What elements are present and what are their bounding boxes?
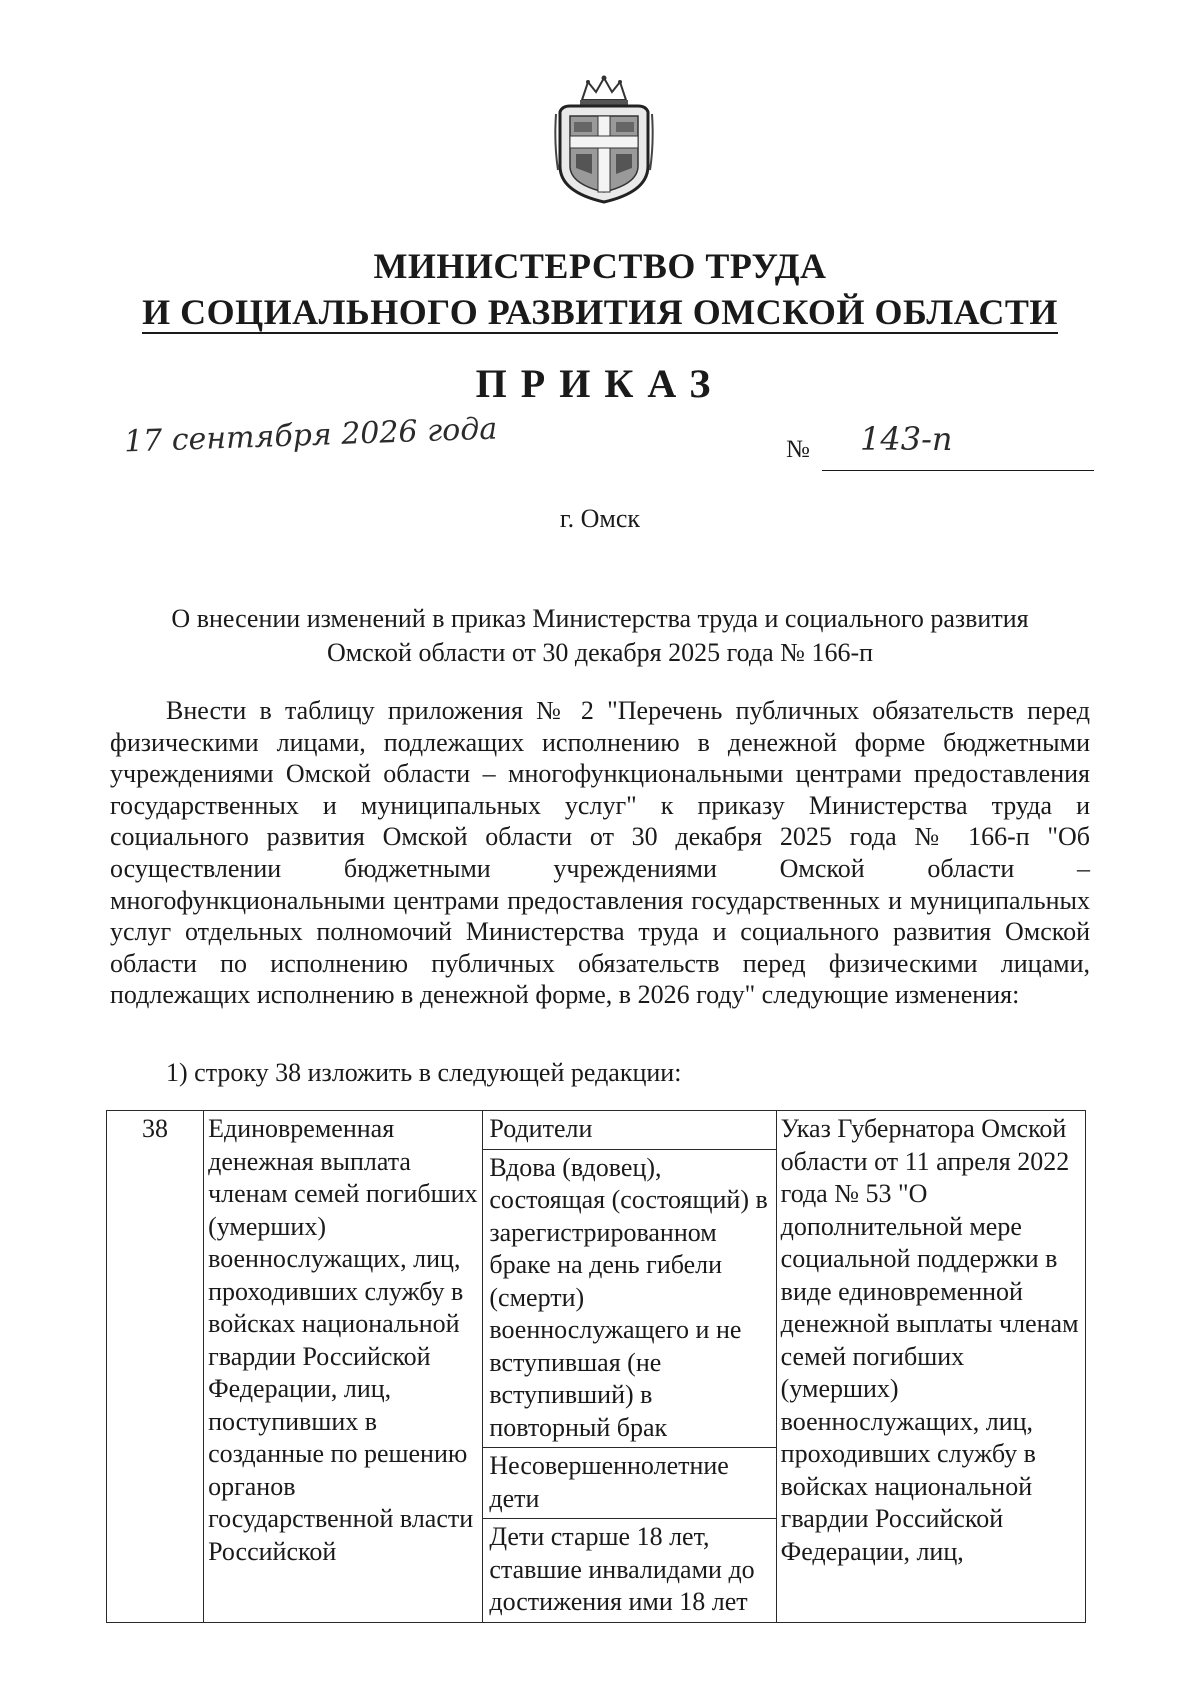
order-subject-line1: О внесении изменений в приказ Министерства труда и социального развития <box>171 604 1029 633</box>
recipient-categories-cell <box>483 1111 776 1623</box>
ministry-name-line2-text: И СОЦИАЛЬНОГО РАЗВИТИЯ ОМСКОЙ ОБЛАСТИ <box>142 292 1058 332</box>
recipient-category: Родители <box>483 1111 775 1150</box>
order-subject <box>100 602 1100 670</box>
document-type-title: ПРИКАЗ <box>475 361 725 406</box>
amendment-item-1: 1) строку 38 изложить в следующей редакции: <box>166 1058 682 1087</box>
table-row <box>107 1111 1086 1623</box>
recipient-category: Дети старше 18 лет, ставшие инвалидами до достижения ими 18 лет <box>489 1522 755 1616</box>
omsk-region-coat-of-arms-icon <box>552 74 656 206</box>
handwritten-order-number: 143-п <box>860 420 953 458</box>
row-number-cell: 38 <box>107 1111 204 1623</box>
recipient-category: Вдова (вдовец), состоящая (состоящий) в зарегистрированном браке на день гибели (смерти) военнослужащего и не вступившая (не вступивший) в повторный брак <box>483 1150 775 1449</box>
ministry-name-line2 <box>100 292 1100 332</box>
order-number-label: № <box>786 436 810 463</box>
amendment-table <box>106 1110 1086 1623</box>
legal-basis-cell: Указ Губернатора Омской области от 11 апреля 2022 года № 53 "О дополнительной мере социальной поддержки в виде единовременной денежной выплаты членам семей погибших (умерших) военнослужащих, лиц, проходивших службу в войсках национальной гвардии Российской Федерации, лиц, <box>776 1111 1085 1623</box>
ministry-name-line1: МИНИСТЕРСТВО ТРУДА <box>373 246 827 286</box>
city: г. Омск <box>559 504 641 533</box>
payment-name-cell: Единовременная денежная выплата членам семей погибших (умерших) военнослужащих, лиц, проходивших службу в войсках национальной гвардии Российской Федерации, лиц, поступивших в созданные по решению органов государственной власти Российской <box>204 1111 483 1623</box>
body-paragraph: Внести в таблицу приложения № 2 "Перечень публичных обязательств перед физическими лицами, подлежащих исполнению в денежной форме бюджетными учреждениями Омской области – многофункциональными центрами предоставления государственных и муниципальных услуг" к приказу Министерства труда и социального развития Омской области от 30 декабря 2025 года № 166-п "Об осуществлении бюджетными учреждениями Омской области – многофункциональными центрами предоставления государственных и муниципальных услуг отдельных полномочий Министерства труда и социального развития Омской области по исполнению публичных обязательств перед физическими лицами, подлежащих исполнению в денежной форме, в 2026 году" следующие изменения: <box>110 696 1090 1010</box>
recipient-category: Несовершеннолетние дети <box>483 1448 775 1519</box>
handwritten-date: 17 сентября 2026 года <box>123 411 498 460</box>
order-subject-line2: Омской области от 30 декабря 2025 года № 166-п <box>326 638 874 667</box>
order-number-underline <box>822 470 1094 471</box>
